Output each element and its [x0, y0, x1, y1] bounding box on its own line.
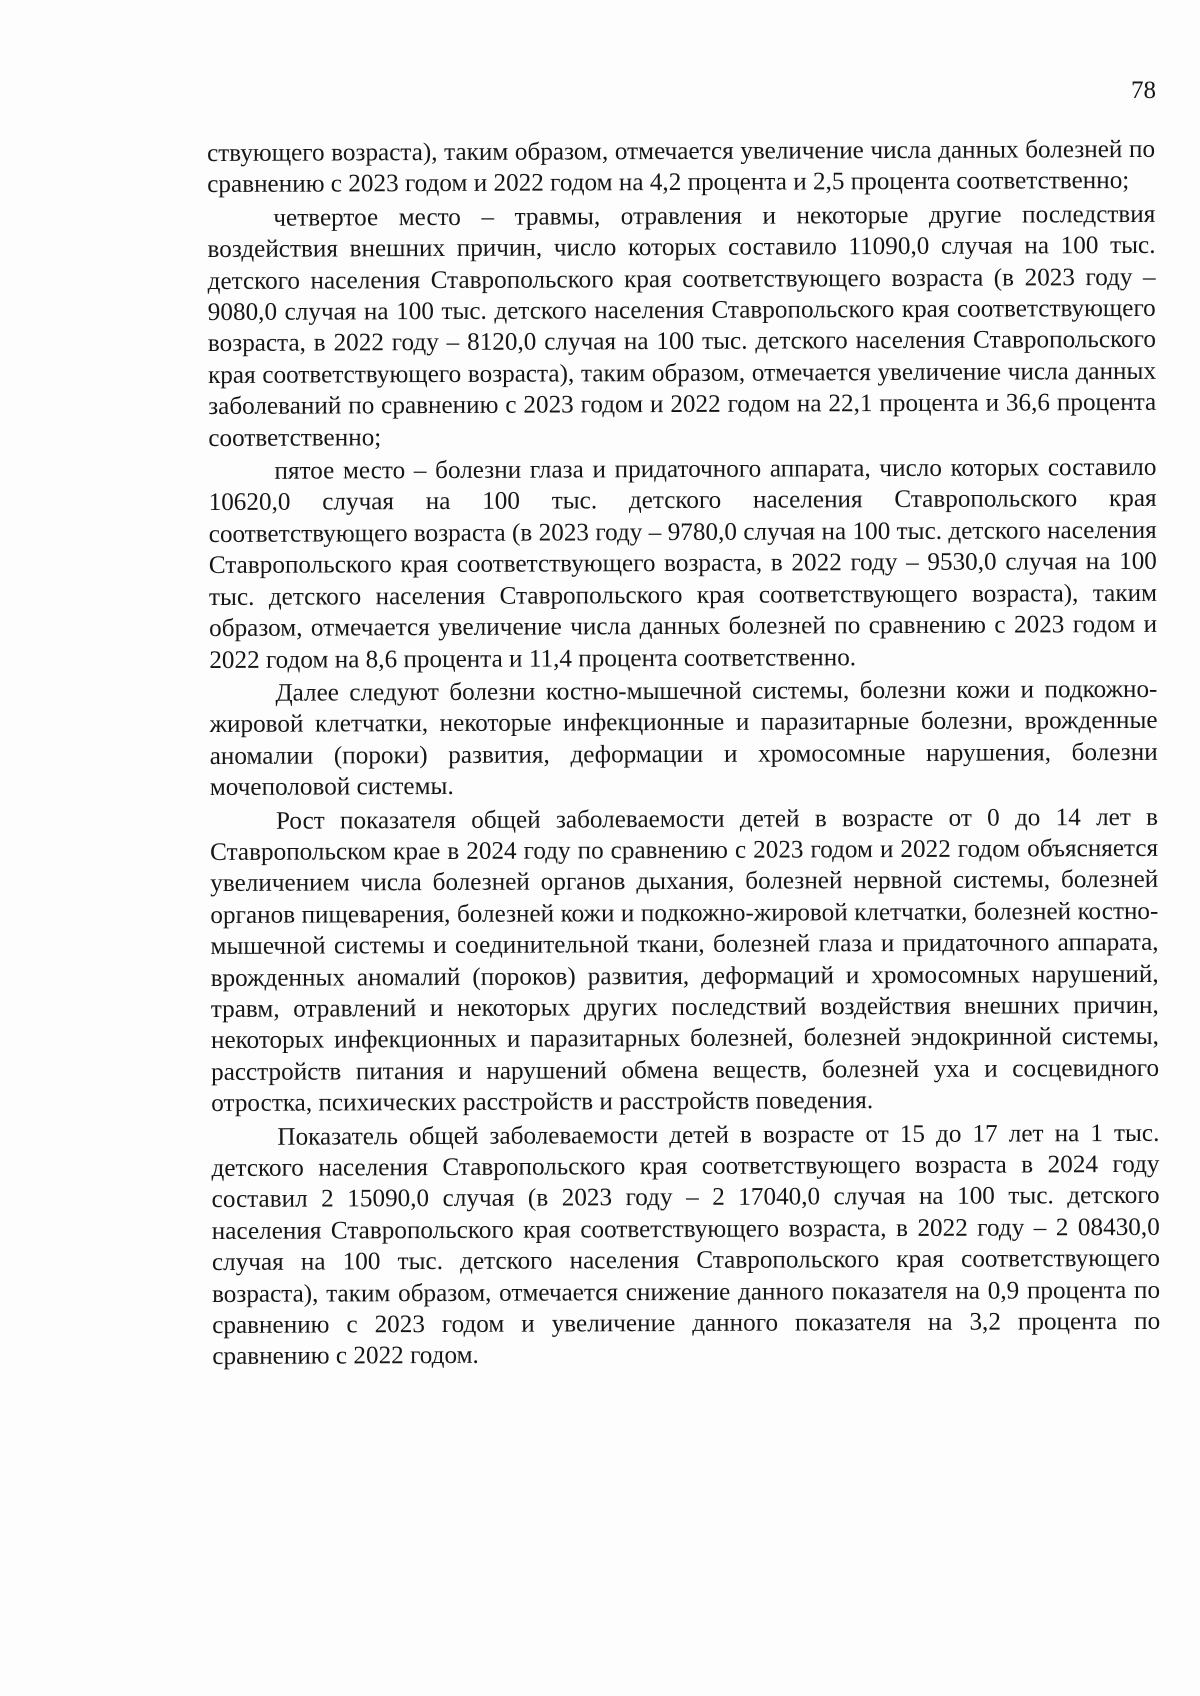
paragraph-fifth-place: пятое место – болезни глаза и придаточного аппарата, число которых составило 10620,0 случая на 100 тыс. детского населения Ставропольского края соответствующего возраста (в 2023 году – 9780,0 случая на 100 тыс. детского населения Ставропольского края соответствующего возраста, в 2022 году – 9530,0 случая на 100 тыс. детского населения Ставропольского края соответствующего возраста), таким образом, отмечается увеличение числа данных болезней по сравнению с 2023 годом и 2022 годом на 8,6 процента и 11,4 процента соответственно. [208, 453, 1158, 674]
paragraph-further-diseases: Далее следуют болезни костно-мышечной системы, болезни кожи и подкожно-жировой клетчатки, некоторые инфекционные и паразитарные болезни, врожденные аномалии (пороки) развития, деформации и хромосомные нарушения, болезни мочеполовой системы. [209, 675, 1158, 802]
paragraph-fourth-place: четвертое место – травмы, отравления и некоторые другие последствия воздействия внешних причин, число которых составило 11090,0 случая на 100 тыс. детского населения Ставропольского края соответствующего возраста (в 2023 году – 9080,0 случая на 100 тыс. детского населения Ставропольского края соответствующего возраста, в 2022 году – 8120,0 случая на 100 тыс. детского населения Ставропольского края соответствующего возраста), таким образом, отмечается увеличение числа данных заболеваний по сравнению с 2023 годом и 2022 годом на 22,1 процента и 36,6 процента соответственно; [207, 200, 1157, 452]
page-number: 78 [1131, 77, 1156, 104]
paragraph-age-15-17: Показатель общей заболеваемости детей в возрасте от 15 до 17 лет на 1 тыс. детского населения Ставропольского края соответствующего возраста в 2024 году составил 2 15090,0 случая (в 2023 году – 2 17040,0 случая на 100 тыс. детского населения Ставропольского края соответствующего возраста, в 2022 году – 2 08430,0 случая на 100 тыс. детского населения Ставропольского края соответствующего возраста), таким образом, отмечается снижение данного показателя на 0,9 процента по сравнению с 2023 годом и увеличение данного показателя на 3,2 процента по сравнению с 2022 годом. [211, 1119, 1161, 1371]
paragraph-growth-explanation: Рост показателя общей заболеваемости детей в возрасте от 0 до 14 лет в Ставропольском крае в 2024 году по сравнению с 2023 годом и 2022 годом объясняется увеличением числа болезней органов дыхания, болезней нервной системы, болезней органов пищеварения, болезней кожи и подкожно-жировой клетчатки, болезней костно-мышечной системы и соединительной ткани, болезней глаза и придаточного аппарата, врожденных аномалий (пороков) развития, деформаций и хромосомных нарушений, травм, отравлений и некоторых других последствий воздействия внешних причин, некоторых инфекционных и паразитарных болезней, болезней эндокринной системы, расстройств питания и нарушений обмена веществ, болезней уха и сосцевидного отростка, психических расстройств и расстройств поведения. [210, 803, 1160, 1118]
document-body [207, 134, 1160, 1375]
paragraph-continuation: ствующего возраста), таким образом, отмечается увеличение числа данных болезней по сравнению с 2023 годом и 2022 годом на 4,2 процента и 2,5 процента соответственно; [207, 135, 1156, 199]
